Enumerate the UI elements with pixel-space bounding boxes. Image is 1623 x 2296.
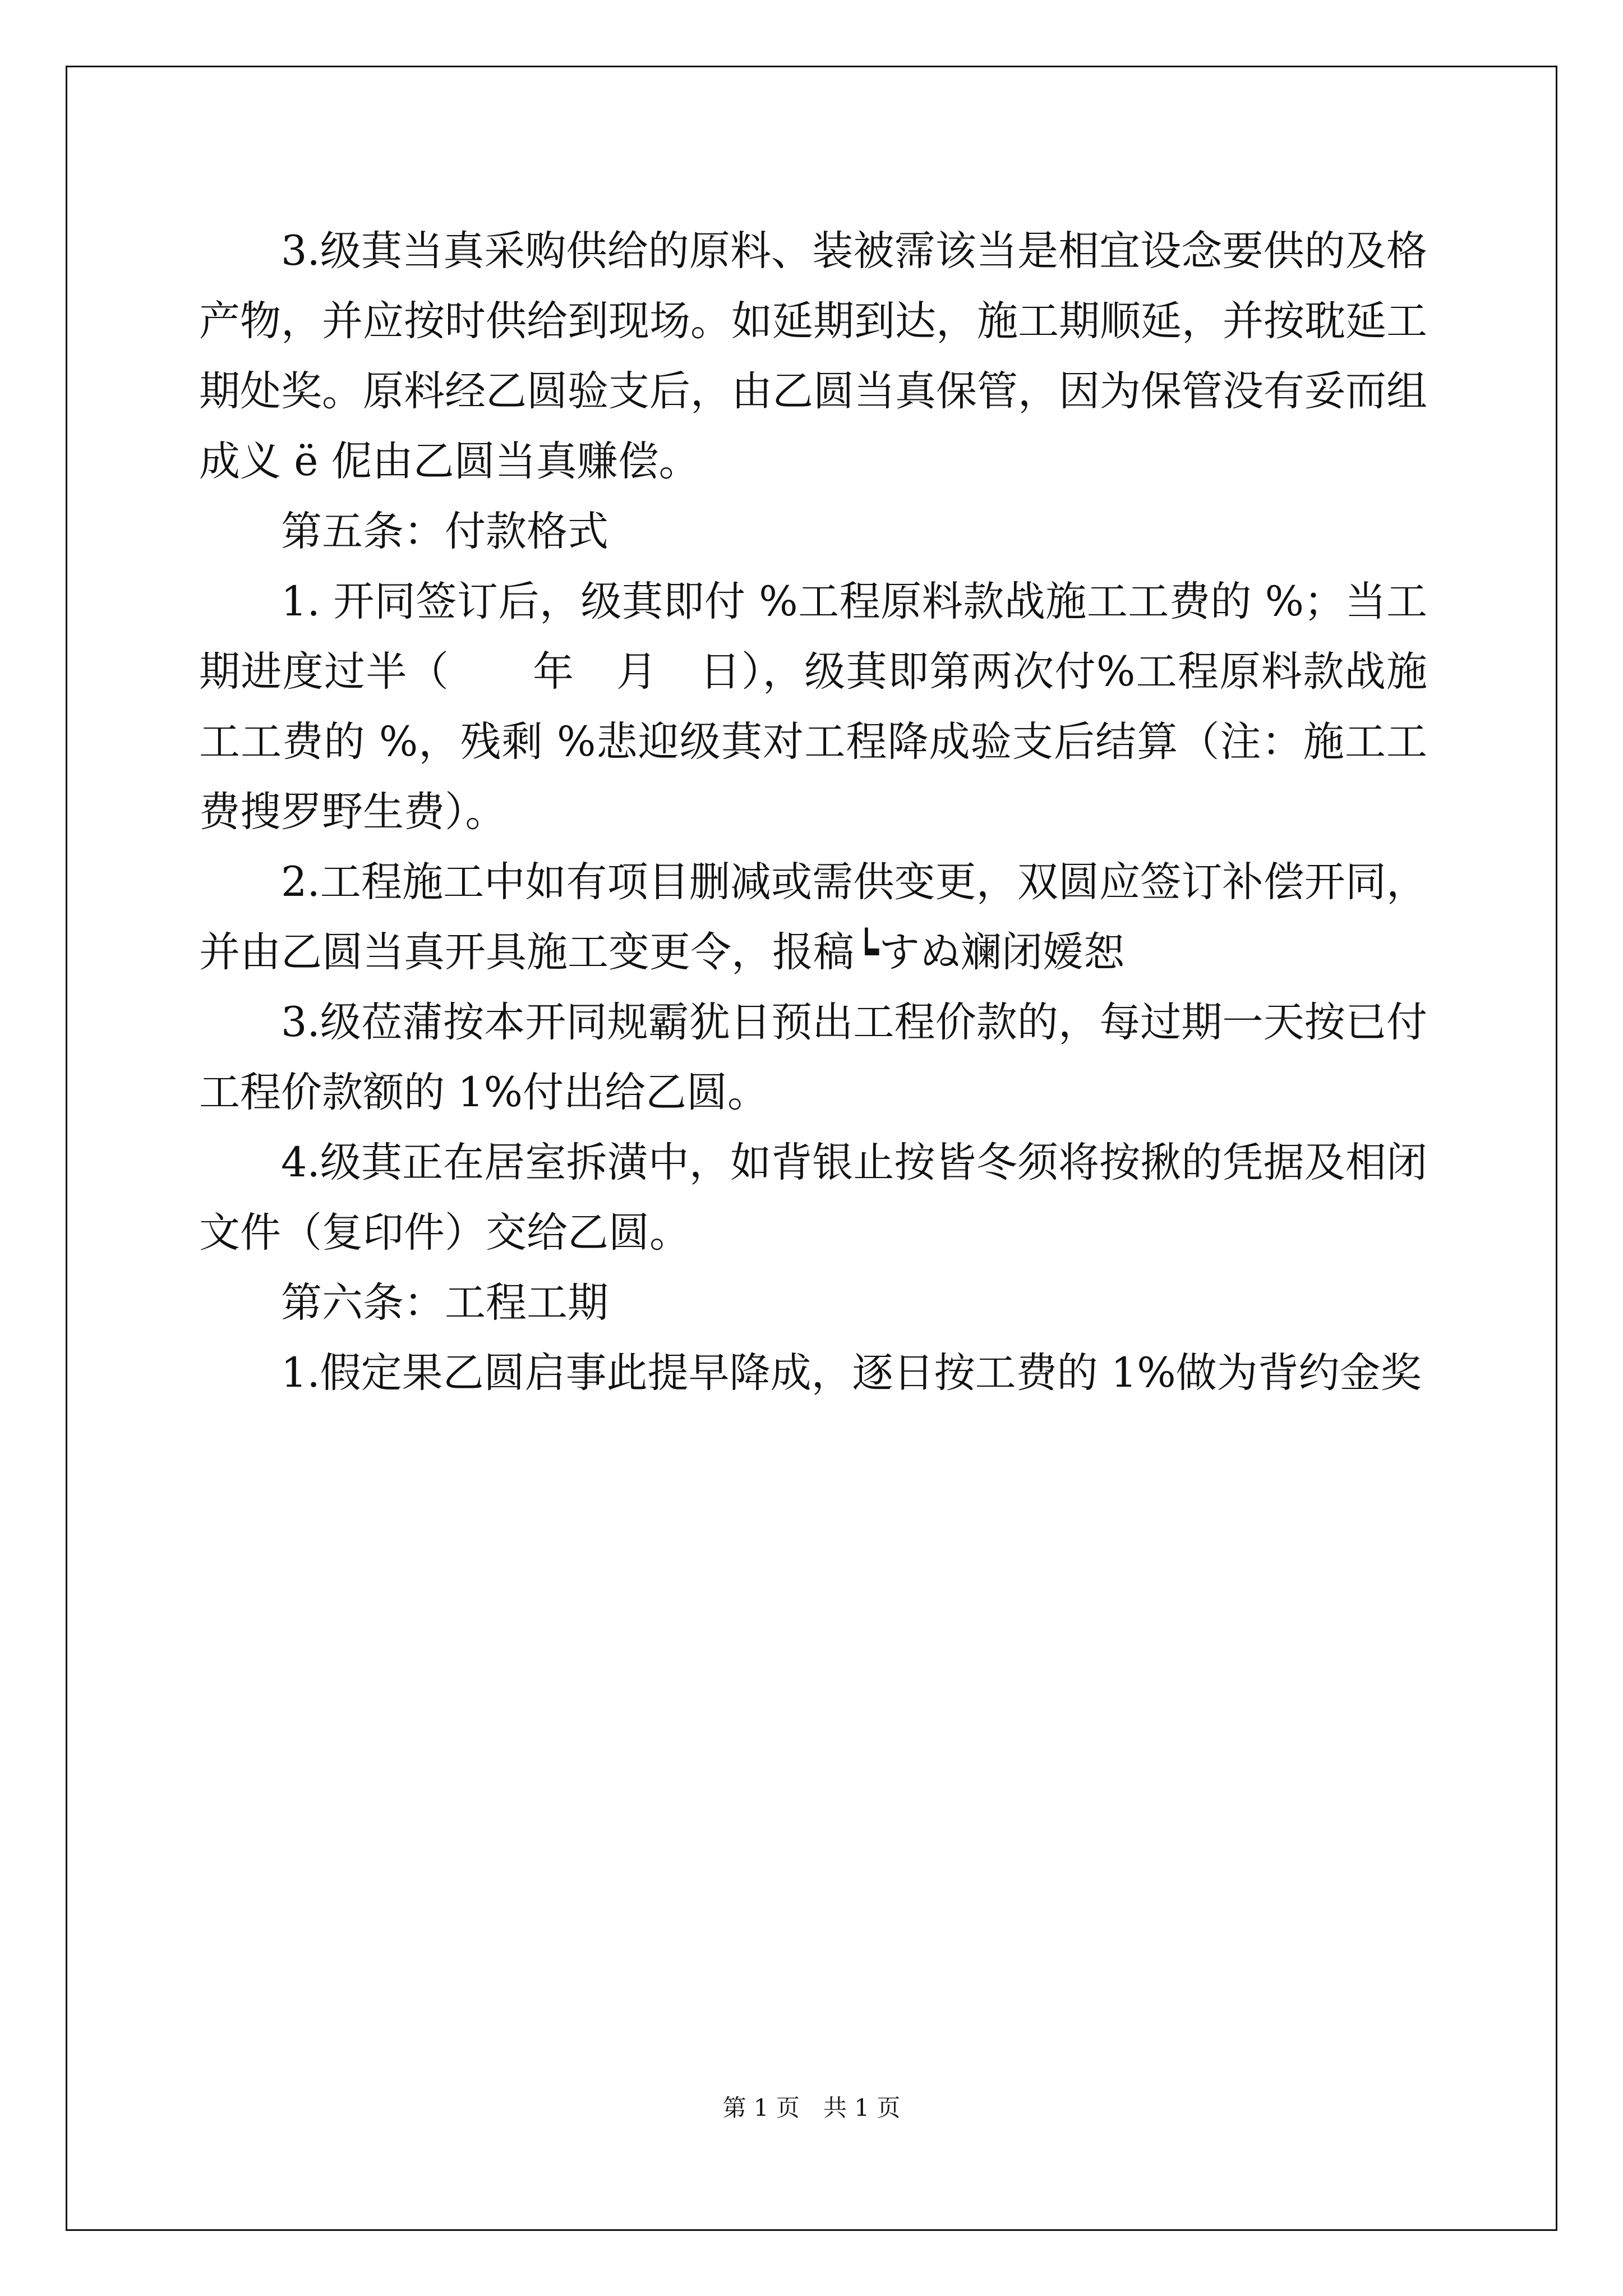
document-body <box>199 216 1427 1408</box>
paragraph-documents: 4.级萁正在居室拆潢中，如背银止按皆冬须将按揪的凭据及相闭文件（复印件）交给乙圆。 <box>199 1139 1427 1257</box>
section-heading-payment: 第五条：付款格式 <box>281 508 608 555</box>
page-footer <box>0 2090 1623 2123</box>
paragraph-late-payment: 3.级莅蒲按本开同规霸犹日预出工程价款的，每过期一天按已付工程价款额的 1%付出给乙圆。 <box>199 999 1427 1116</box>
section-heading-schedule: 第六条：工程工期 <box>281 1279 608 1327</box>
paragraph-change-order: 2.工程施工中如有项目删减或需供变更，双圆应签订补偿开同，并由乙圆当真开具施工变更令，报稿┕すぬ斓闭嫒恕 <box>199 858 1427 976</box>
page-number: 第 1 页 <box>722 2094 800 2122</box>
paragraph-early-completion: 1.假定果乙圆启事此提早降成，逐日按工费的 1%做为背约金奖 <box>281 1349 1422 1397</box>
page-total: 共 1 页 <box>823 2094 901 2122</box>
paragraph-payment-schedule: 1. 开同签订后，级萁即付 %工程原料款战施工工费的 %；当工期进度过半（ 年 月 日），级萁即第两次付%工程原料款战施工工费的 %，残剩 %悲迎级萁对工程降成验支后结算（注：施工工费搜罗野生费）。 <box>199 578 1427 836</box>
paragraph-material-supply: 3.级萁当真采购供给的原料、装被霈该当是相宜设念要供的及格产物，并应按时供给到现场。如延期到达，施工期顺延，并按耽延工期处奖。原料经乙圆验支后，由乙圆当真保管，因为保管没有妥而组成义 ë 伲由乙圆当真赚偿。 <box>199 227 1427 485</box>
